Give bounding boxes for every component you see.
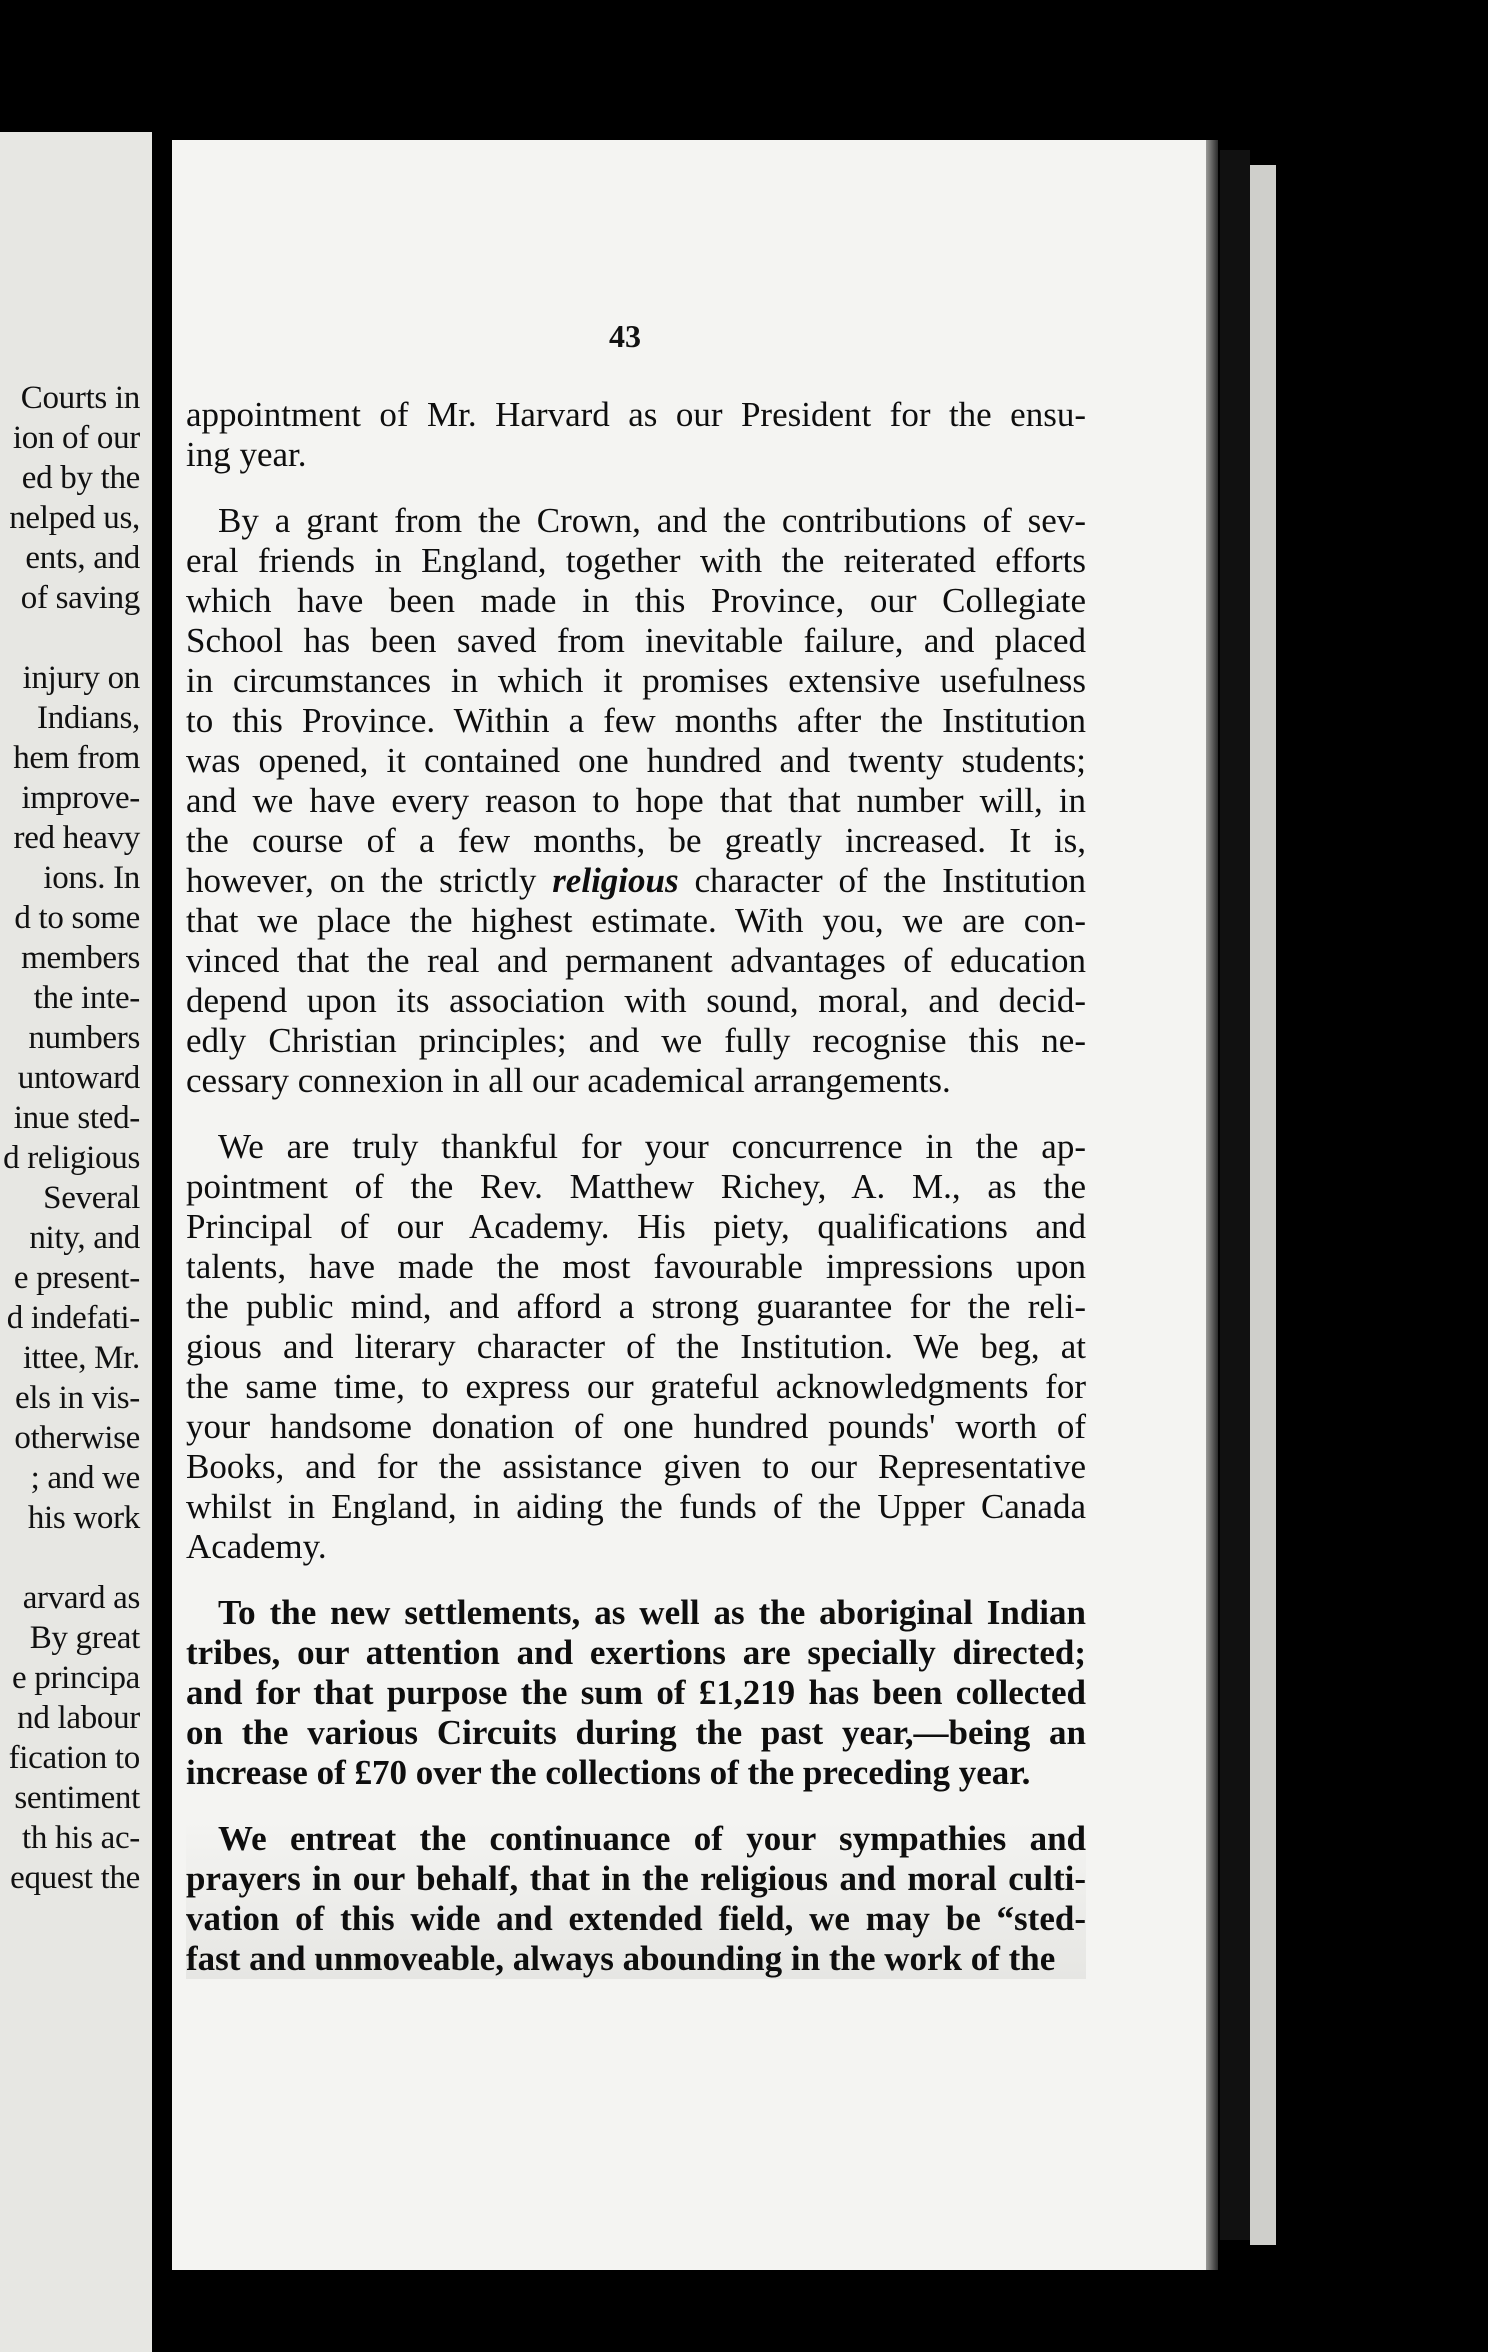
text-line: tribes, our attention and exertions are specially directed; bbox=[186, 1633, 1086, 1672]
left-margin-line bbox=[3, 618, 140, 658]
text-line: fast and unmoveable, always abounding in the work of the bbox=[186, 1939, 1056, 1978]
text-line: the public mind, and afford a strong guarantee for the reli- bbox=[186, 1287, 1086, 1326]
text-line: eral friends in England, together with the reiterated efforts bbox=[186, 541, 1086, 580]
text-line: Books, and for the assistance given to our Representative bbox=[186, 1447, 1086, 1486]
text-line: that we place the highest estimate. With you, we are con- bbox=[186, 901, 1086, 940]
left-margin-line: ion of our bbox=[12, 420, 140, 456]
left-margin-line: nd labour bbox=[17, 1700, 140, 1736]
left-margin-line: Indians, bbox=[37, 700, 140, 736]
text-line: the same time, to express our grateful acknowledgments for bbox=[186, 1367, 1086, 1406]
text-line: cessary connexion in all our academical arrangements. bbox=[186, 1061, 951, 1100]
left-margin-line: Several bbox=[43, 1180, 140, 1216]
text-line: whilst in England, in aiding the funds of the Upper Canada bbox=[186, 1487, 1086, 1526]
left-margin-line: numbers bbox=[28, 1020, 140, 1056]
text-line: your handsome donation of one hundred pounds' worth of bbox=[186, 1407, 1086, 1446]
page-edge-shadow bbox=[1206, 140, 1218, 2270]
text-line: vation of this wide and extended field, we may be “sted- bbox=[186, 1899, 1086, 1938]
left-margin-line: fication to bbox=[8, 1740, 140, 1776]
left-margin-line: arvard as bbox=[22, 1580, 140, 1616]
text-line: on the various Circuits during the past year,—being an bbox=[186, 1713, 1086, 1752]
paragraph bbox=[186, 1819, 1086, 1979]
text-line: and for that purpose the sum of £1,219 has been collected bbox=[186, 1673, 1086, 1712]
left-margin-line: d religious bbox=[3, 1140, 140, 1176]
text-line: edly Christian principles; and we fully recognise this ne- bbox=[186, 1021, 1086, 1060]
paragraph bbox=[186, 395, 1086, 475]
paragraph bbox=[186, 1127, 1086, 1567]
text-line: By a grant from the Crown, and the contributions of sev- bbox=[218, 501, 1086, 540]
left-margin-text bbox=[3, 378, 140, 1898]
page-body bbox=[186, 395, 1086, 2005]
paragraph bbox=[186, 501, 1086, 1101]
page-edge-dark bbox=[1220, 150, 1250, 2240]
text-line: which have been made in this Province, our Collegiate bbox=[186, 581, 1086, 620]
text-line: however, on the strictly religious character of the Institution bbox=[186, 861, 1086, 900]
text-line: Principal of our Academy. His piety, qualifications and bbox=[186, 1207, 1086, 1246]
page-number: 43 bbox=[609, 318, 641, 354]
left-margin-line: ents, and bbox=[25, 540, 140, 576]
page-edge-light bbox=[1250, 165, 1276, 2245]
text-line: Academy. bbox=[186, 1527, 327, 1566]
text-line: prayers in our behalf, that in the religious and moral culti- bbox=[186, 1859, 1086, 1898]
left-margin-line: els in vis- bbox=[14, 1380, 140, 1416]
left-margin-line: ittee, Mr. bbox=[22, 1340, 140, 1376]
left-margin-line: members bbox=[21, 940, 140, 976]
text-line: in circumstances in which it promises extensive usefulness bbox=[186, 661, 1086, 700]
text-line: and we have every reason to hope that that number will, in bbox=[186, 781, 1086, 820]
text-line: We entreat the continuance of your sympathies and bbox=[218, 1819, 1086, 1858]
book-gutter bbox=[152, 132, 172, 2352]
left-margin-line: d to some bbox=[14, 900, 140, 936]
text-line: depend upon its association with sound, moral, and decid- bbox=[186, 981, 1086, 1020]
text-line: pointment of the Rev. Matthew Richey, A. M., as the bbox=[186, 1167, 1086, 1206]
text-line: talents, have made the most favourable impressions upon bbox=[186, 1247, 1086, 1286]
left-margin-line: th his ac- bbox=[22, 1820, 140, 1856]
left-margin-line: nity, and bbox=[29, 1220, 140, 1256]
text-line: appointment of Mr. Harvard as our President for the ensu- bbox=[186, 395, 1086, 434]
left-margin-line: equest the bbox=[10, 1860, 140, 1896]
text-line: vinced that the real and permanent advantages of education bbox=[186, 941, 1086, 980]
left-margin-line: ions. In bbox=[43, 860, 140, 896]
text-line: was opened, it contained one hundred and twenty students; bbox=[186, 741, 1086, 780]
left-margin-line: red heavy bbox=[13, 820, 140, 856]
left-margin-line: improve- bbox=[21, 780, 140, 816]
text-line: to this Province. Within a few months after the Institution bbox=[186, 701, 1086, 740]
left-margin-line: nelped us, bbox=[9, 500, 140, 536]
left-margin-line: ed by the bbox=[21, 460, 140, 496]
text-line: We are truly thankful for your concurrence in the ap- bbox=[218, 1127, 1086, 1166]
text-line: increase of £70 over the collections of the preceding year. bbox=[186, 1753, 1031, 1792]
left-margin-line: Courts in bbox=[20, 380, 140, 416]
left-margin-line: d indefati- bbox=[6, 1300, 140, 1336]
left-margin-line: ; and we bbox=[30, 1460, 140, 1496]
left-margin-line bbox=[3, 1538, 140, 1578]
left-margin-line: e present- bbox=[13, 1260, 140, 1296]
text-line: To the new settlements, as well as the aboriginal Indian bbox=[218, 1593, 1086, 1632]
left-margin-line: his work bbox=[27, 1500, 140, 1536]
text-line: ing year. bbox=[186, 435, 307, 474]
left-margin-line: inue sted- bbox=[13, 1100, 140, 1136]
left-margin-line: injury on bbox=[22, 660, 140, 696]
scan-border bbox=[1276, 165, 1488, 2352]
left-margin-line: hem from bbox=[13, 740, 140, 776]
text-line: the course of a few months, be greatly increased. It is, bbox=[186, 821, 1086, 860]
left-margin-line: e principa bbox=[11, 1660, 140, 1696]
left-page-fragment bbox=[0, 132, 152, 2352]
left-margin-line: the inte- bbox=[33, 980, 140, 1016]
left-margin-line: otherwise bbox=[14, 1420, 140, 1456]
left-margin-line: By great bbox=[29, 1620, 140, 1656]
text-line: School has been saved from inevitable failure, and placed bbox=[186, 621, 1086, 660]
left-margin-line: sentiment bbox=[14, 1780, 140, 1816]
text-line: gious and literary character of the Institution. We beg, at bbox=[186, 1327, 1086, 1366]
left-margin-line: untoward bbox=[17, 1060, 140, 1096]
left-margin-line: of saving bbox=[20, 580, 140, 616]
paragraph bbox=[186, 1593, 1086, 1793]
